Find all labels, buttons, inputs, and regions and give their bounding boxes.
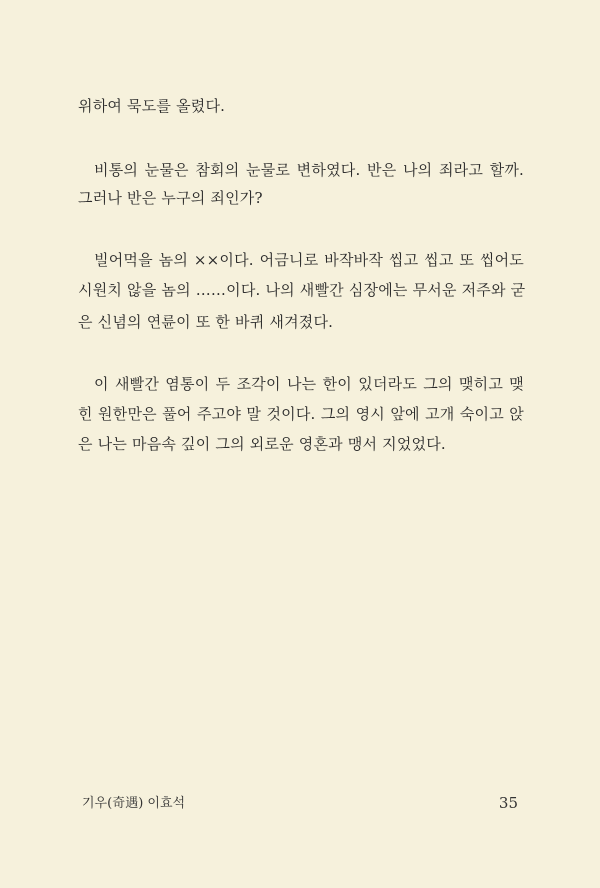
text-line-3: 그러나 반은 누구의 죄인가? — [78, 189, 263, 207]
text-line-6: 은 신념의 연륜이 또 한 바퀴 새겨졌다. — [78, 313, 334, 331]
text-line-1: 위하여 묵도를 올렸다. — [78, 97, 226, 115]
text-line-4: 빌어먹을 놈의 ××이다. 어금니로 바작바작 씹고 씹고 또 씹어도 — [94, 251, 524, 269]
text-line-8: 힌 원한만은 풀어 주고야 말 것이다. 그의 영시 앞에 고개 숙이고 앉 — [78, 405, 524, 423]
book-title-footer: 기우(奇遇) 이효석 — [82, 796, 186, 811]
page-number: 35 — [498, 794, 518, 812]
text-line-7: 이 새빨간 염통이 두 조각이 나는 한이 있더라도 그의 맺히고 맺 — [94, 375, 524, 393]
text-line-9: 은 나는 마음속 깊이 그의 외로운 영혼과 맹서 지었었다. — [78, 435, 446, 453]
text-line-2: 비통의 눈물은 참회의 눈물로 변하였다. 반은 나의 죄라고 할까. — [94, 161, 524, 179]
text-line-5: 시원치 않을 놈의 ……이다. 나의 새빨간 심장에는 무서운 저주와 굳 — [78, 281, 526, 299]
